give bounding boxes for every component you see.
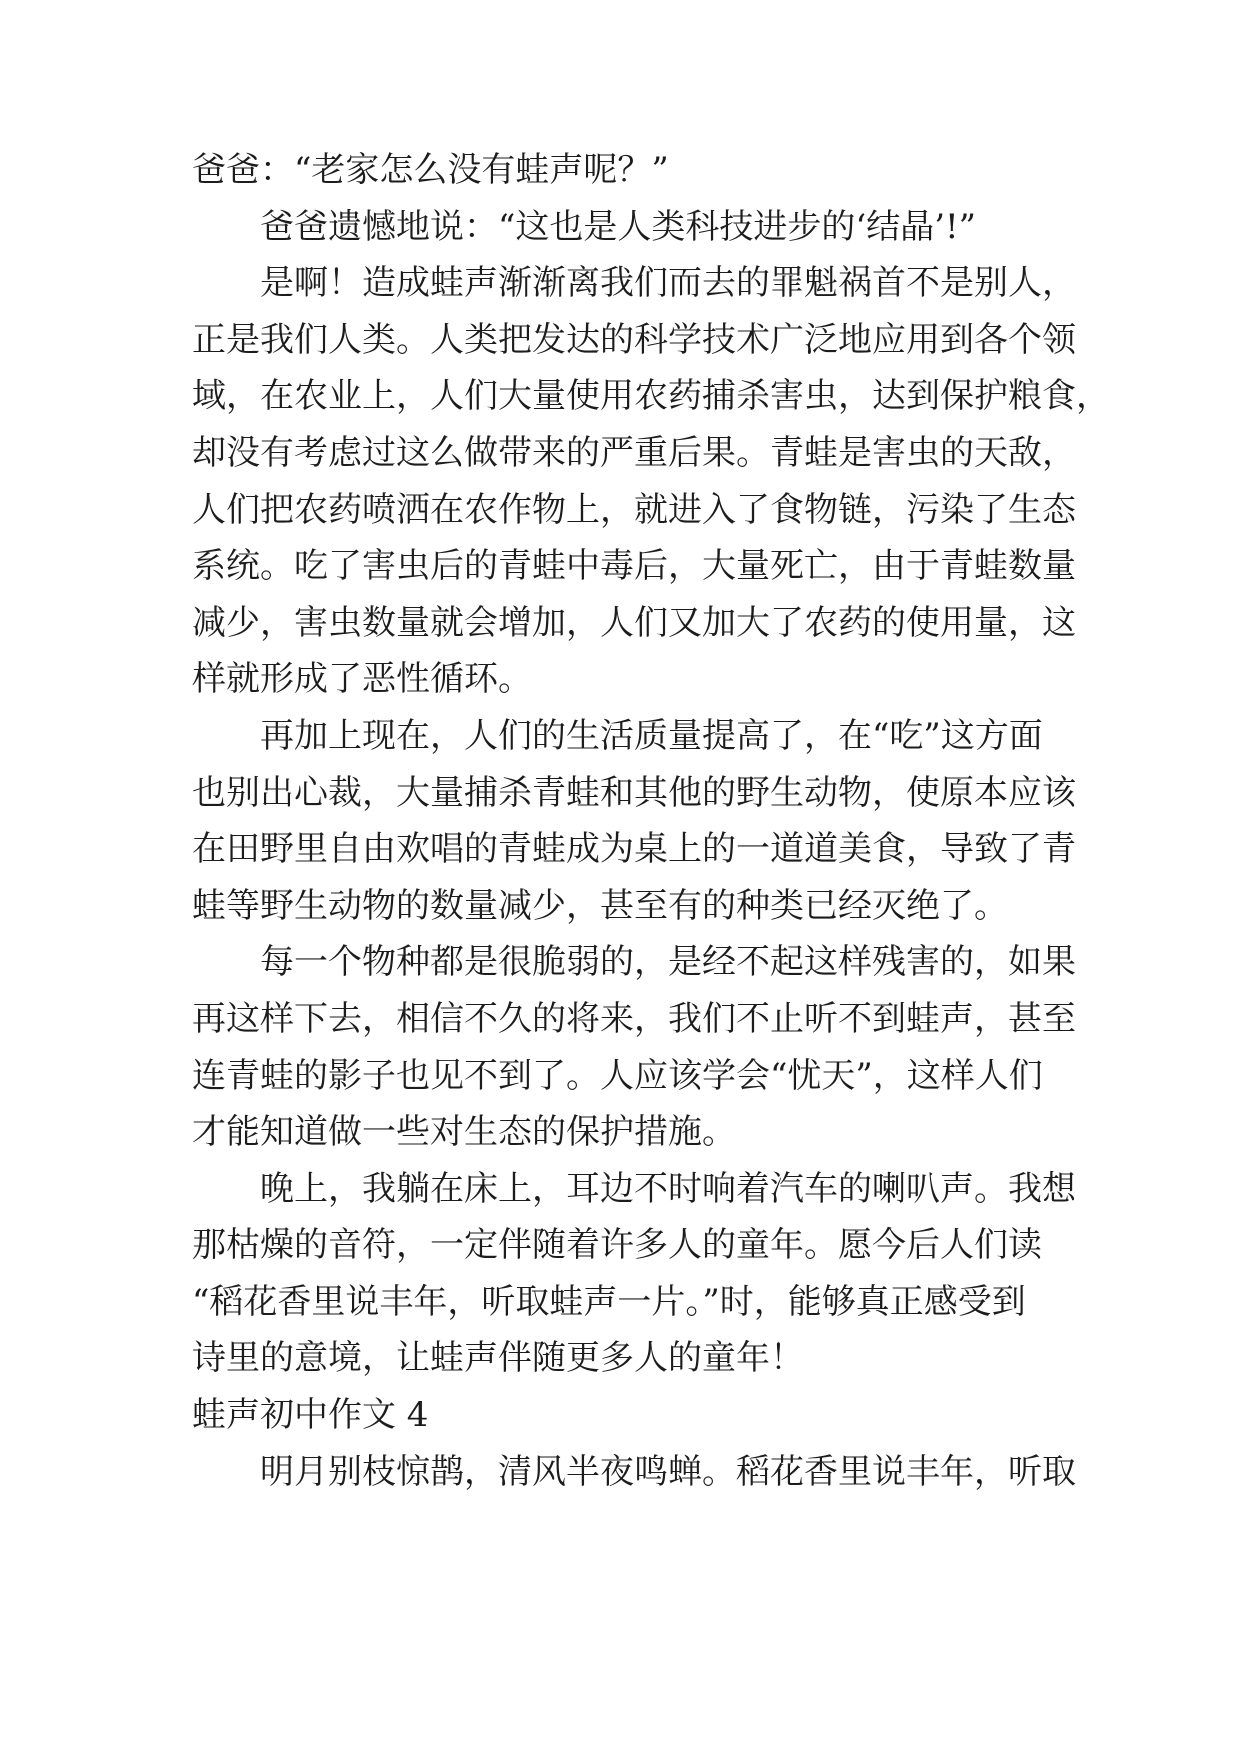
text-line: 却没有考虑过这么做带来的严重后果。青蛙是害虫的天敌，	[192, 432, 1076, 473]
text-line: 才能知道做一些对生态的保护措施。	[192, 1112, 736, 1153]
document-page	[192, 142, 1110, 1500]
text-line: 也别出心裁，大量捕杀青蛙和其他的野生动物，使原本应该	[192, 772, 1076, 813]
text-line: 系统。吃了害虫后的青蛙中毒后，大量死亡，由于青蛙数量	[192, 546, 1076, 587]
text-line: 那枯燥的音符，一定伴随着许多人的童年。愿今后人们读	[192, 1225, 1042, 1266]
text-line: 爸爸：“老家怎么没有蛙声呢？”	[192, 150, 669, 190]
text-line: 再这样下去，相信不久的将来，我们不止听不到蛙声，甚至	[192, 998, 1076, 1039]
text-line: 诗里的意境，让蛙声伴随更多人的童年！	[192, 1338, 804, 1379]
section-heading: 蛙声初中作文 4	[192, 1395, 429, 1436]
text-line: 正是我们人类。人类把发达的科学技术广泛地应用到各个领	[192, 319, 1076, 360]
paragraph-start: 是啊！造成蛙声渐渐离我们而去的罪魁祸首不是别人，	[260, 263, 1076, 304]
text-line: 人们把农药喷洒在农作物上，就进入了食物链，污染了生态	[192, 489, 1076, 530]
text-line: 在田野里自由欢唱的青蛙成为桌上的一道道美食，导致了青	[192, 829, 1076, 870]
text-line: 爸爸遗憾地说：“这也是人类科技进步的‘结晶’!”	[260, 206, 977, 247]
text-line: 连青蛙的影子也见不到了。人应该学会“忧天”，这样人们	[192, 1055, 1043, 1096]
text-line: 样就形成了恶性循环。	[192, 659, 532, 700]
text-line: “稻花香里说丰年，听取蛙声一片。”时，能够真正感受到	[192, 1281, 1026, 1322]
text-line: 蛙等野生动物的数量减少，甚至有的种类已经灭绝了。	[192, 885, 1008, 926]
paragraph-start: 再加上现在，人们的生活质量提高了，在“吃”这方面	[260, 715, 1043, 756]
paragraph-start: 晚上，我躺在床上，耳边不时响着汽车的喇叭声。我想	[260, 1168, 1076, 1209]
paragraph-start: 明月别枝惊鹊，清风半夜鸣蝉。稻花香里说丰年，听取	[260, 1451, 1076, 1492]
text-line: 域，在农业上，人们大量使用农药捕杀害虫，达到保护粮食，	[192, 376, 1110, 417]
text-line: 减少，害虫数量就会增加，人们又加大了农药的使用量，这	[192, 602, 1076, 643]
paragraph-start: 每一个物种都是很脆弱的，是经不起这样残害的，如果	[260, 942, 1076, 983]
